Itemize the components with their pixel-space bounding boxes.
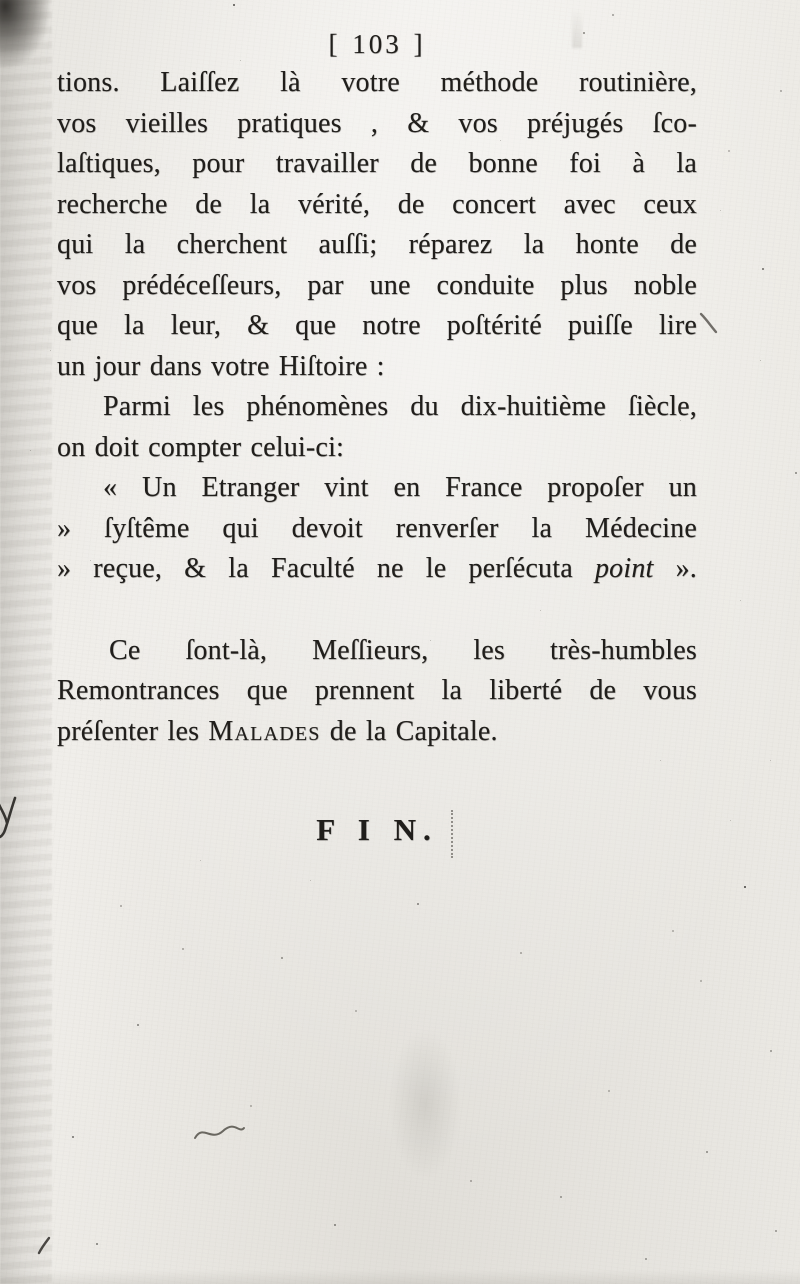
closing-paragraph bbox=[57, 631, 697, 753]
text-line: un jour dans votre Hiſtoire : bbox=[57, 350, 385, 382]
text-line bbox=[57, 549, 697, 590]
slash-mark bbox=[36, 1236, 52, 1261]
quoted-paragraph bbox=[57, 468, 697, 590]
body-text bbox=[57, 63, 697, 851]
dust-specks-faint bbox=[0, 0, 1, 1]
text-line: Remontrances que prennent la liberté de vous bbox=[57, 675, 697, 706]
text-line: vos prédéceſſeurs, par une conduite plus noble bbox=[57, 269, 697, 301]
text-line bbox=[57, 712, 697, 753]
scan-edge-shading bbox=[0, 0, 52, 1284]
stray-ink-y-mark bbox=[0, 796, 20, 847]
text-line: qui la cherchent auſſi; réparez la honte de bbox=[57, 229, 697, 260]
smallcaps-word: Malades bbox=[208, 715, 321, 747]
text-line: on doit compter celui-ci: bbox=[57, 431, 345, 463]
text-line: » ſyſtême qui devoit renverſer la Médecine bbox=[57, 512, 697, 544]
text-line: recherche de la vérité, de concert avec ceux bbox=[57, 188, 697, 220]
text-line: Ce ſont-là, Meſſieurs, les très-humbles bbox=[109, 634, 697, 666]
paragraph bbox=[57, 63, 697, 387]
text-segment: » reçue, & la Faculté ne le perſécuta bbox=[57, 553, 595, 584]
text-segment: préſenter les bbox=[57, 715, 209, 747]
fin-label: F I N. bbox=[316, 812, 438, 847]
text-segment: de la Capitale. bbox=[320, 715, 498, 747]
italic-word: point bbox=[594, 553, 654, 584]
text-line: Parmi les phénomènes du dix-huitième ſiècle, bbox=[103, 391, 697, 422]
text-line: tions. Laiſſez là votre méthode routinière, bbox=[57, 67, 697, 98]
paper-smudge bbox=[388, 1028, 462, 1180]
pen-stroke-mark bbox=[699, 312, 721, 341]
text-line: vos vieilles pratiques , & vos préjugés ſco- bbox=[57, 107, 697, 139]
corner-smudge bbox=[0, 0, 50, 68]
text-line: laſtiques, pour travailler de bonne foi à la bbox=[57, 148, 697, 179]
paragraph bbox=[57, 387, 697, 468]
text-line: que la leur, & que notre poſtérité puiſſe lire bbox=[57, 310, 697, 341]
text-line: « Un Etranger vint en France propoſer un bbox=[103, 472, 697, 503]
scan-bottom-shading bbox=[0, 1270, 800, 1284]
text-segment: ». bbox=[653, 553, 697, 584]
squiggle-mark bbox=[193, 1122, 247, 1149]
page-number: [ 103 ] bbox=[328, 29, 426, 59]
